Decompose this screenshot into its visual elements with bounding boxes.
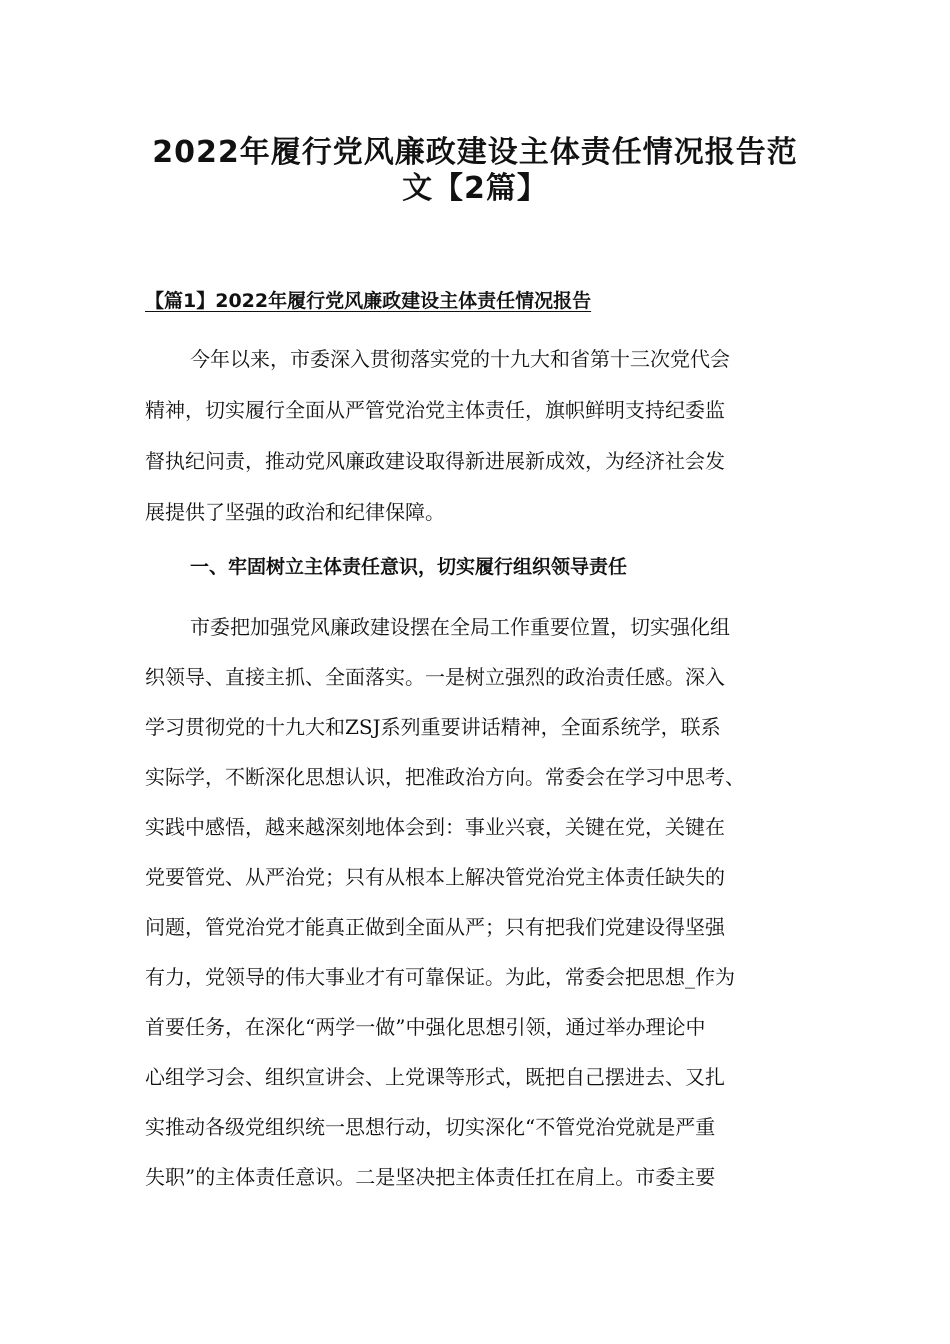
document-title-line-1: 2022年履行党风廉政建设主体责任情况报告范 [152, 135, 798, 170]
paragraph-1-line: 督执纪问责，推动党风廉政建设取得新进展新成效，为经济社会发 [145, 449, 725, 473]
section-1-heading: 一、牢固树立主体责任意识，切实履行组织领导责任 [190, 556, 628, 578]
paragraph-2-line: 实际学，不断深化思想认识，把准政治方向。常委会在学习中思考、 [145, 765, 745, 789]
part-1-heading: 【篇1】2022年履行党风廉政建设主体责任情况报告 [145, 290, 592, 312]
paragraph-2-line: 有力，党领导的伟大事业才有可靠保证。为此，常委会把思想_作为 [145, 965, 735, 989]
paragraph-2-line: 党要管党、从严治党；只有从根本上解决管党治党主体责任缺失的 [145, 865, 725, 889]
paragraph-1-line: 今年以来，市委深入贯彻落实党的十九大和省第十三次党代会 [190, 347, 730, 371]
paragraph-2-line: 市委把加强党风廉政建设摆在全局工作重要位置，切实强化组 [190, 615, 730, 639]
paragraph-2-line: 心组学习会、组织宣讲会、上党课等形式，既把自己摆进去、又扎 [145, 1065, 725, 1089]
paragraph-2-line: 实推动各级党组织统一思想行动，切实深化“不管党治党就是严重 [145, 1115, 716, 1139]
paragraph-1-line: 精神，切实履行全面从严管党治党主体责任，旗帜鲜明支持纪委监 [145, 398, 725, 422]
document-title-line-2: 文【2篇】 [402, 171, 548, 206]
paragraph-2-line: 学习贯彻党的十九大和ZSJ系列重要讲话精神，全面系统学，联系 [145, 715, 721, 739]
paragraph-2-line: 实践中感悟，越来越深刻地体会到：事业兴衰，关键在党，关键在 [145, 815, 725, 839]
paragraph-2-line: 失职”的主体责任意识。二是坚决把主体责任扛在肩上。市委主要 [145, 1165, 716, 1189]
paragraph-2-line: 问题，管党治党才能真正做到全面从严；只有把我们党建设得坚强 [145, 915, 725, 939]
paragraph-2-line: 首要任务，在深化“两学一做”中强化思想引领，通过举办理论中 [145, 1015, 706, 1039]
paragraph-1-line: 展提供了坚强的政治和纪律保障。 [145, 500, 445, 524]
paragraph-2-line: 织领导、直接主抓、全面落实。一是树立强烈的政治责任感。深入 [145, 665, 725, 689]
